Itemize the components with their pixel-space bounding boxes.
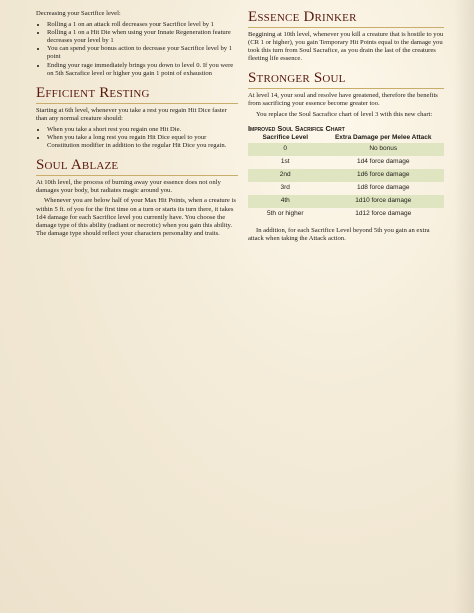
- table-cell: 1d6 force damage: [322, 169, 444, 182]
- list-item: • When you take a short rest you regain one Hit Die.: [47, 126, 238, 134]
- table-row: [248, 182, 444, 195]
- table-cell: 1st: [280, 158, 290, 166]
- table-cell: 1d8 force damage: [357, 184, 410, 192]
- list-item: • Ending your rage immediately brings you down to level 0. If you were on 5th Sacrafice level or higher you gain 1 point of exhaustion: [47, 62, 238, 78]
- table-header-row: [248, 134, 444, 144]
- intro-text: Decreasing your Sacrifice level:: [36, 10, 121, 17]
- efficient-resting-heading: Efficient Resting: [36, 86, 238, 104]
- stronger-soul-text-2: You replace the Soul Sacrafice chart of level 3 with this new chart:: [256, 110, 433, 118]
- essence-drinker-text: Beggining at 10th level, whenever you kill a creature that is hostile to you (CR 1 or higher), you gain Temporary Hit Points equal to the damage you took this turn from Soul Sacrafice, as you drain the last of the creatures fleeting life essence.: [248, 31, 444, 63]
- table-row: [248, 143, 444, 156]
- page-edge-shadow: [454, 0, 474, 613]
- efficient-resting-list: [36, 126, 238, 150]
- column-header: Sacrifice Level: [262, 134, 308, 142]
- soul-ablaze-text-1: At 10th level, the process of burning away your essence does not only damages your body, but radiates magic around you.: [36, 179, 221, 195]
- table-row: [248, 169, 444, 182]
- table-row: [248, 208, 444, 221]
- table-cell: 4th: [248, 195, 322, 208]
- improved-sacrifice-table: [248, 134, 444, 221]
- stronger-soul-text-3: In addition, for each Sacrifice Level beyond 5th you gain an extra attack when taking the Attack action.: [248, 226, 430, 242]
- table-cell: 1d4 force damage: [357, 158, 410, 166]
- table-row: [248, 156, 444, 169]
- efficient-resting-text: Starting at 6th level, whenever you take a rest you regain Hit Dice faster than any normal creature should:: [36, 106, 227, 122]
- table-cell: 0: [248, 143, 322, 156]
- left-column: [36, 10, 238, 240]
- table-row: [248, 195, 444, 208]
- table-cell: 1d12 force damage: [355, 209, 412, 217]
- list-item: • You can spend your bonus action to decrease your Sacrifice level by 1 point: [47, 45, 238, 61]
- stronger-soul-text-1: At level 14, your soul and resolve have greatened, therefore the benefits from sacrificing your essence become greater too.: [248, 92, 438, 108]
- table-cell: 3rd: [280, 184, 290, 192]
- soul-ablaze-text-2: Whenever you are below half of your Max Hit Points, when a creature is within 5 ft. of you for the first time on a turn or starts its turn there, it takes 1d4 damage for each Sacrifice level you currently have. You choose the damage type of this ability (radiant or necrotic) when you gain this ability. The damage type should reflect your characters personality and traits.: [36, 197, 236, 237]
- right-column: [248, 10, 444, 245]
- list-item: • Rolling a 1 on a Hit Die when using your Innate Regeneration feature decreases your level by 1: [47, 29, 238, 45]
- soul-ablaze-heading: Soul Ablaze: [36, 158, 238, 176]
- table-cell: 5th or higher: [266, 209, 304, 217]
- table-cell: 2nd: [248, 169, 322, 182]
- essence-drinker-heading: Essence Drinker: [248, 10, 444, 28]
- sacrifice-decrease-list: [36, 21, 238, 78]
- list-item: • When you take a long rest you regain Hit Dice equel to your Constitution modifier in addition to the regular Hit Dice you regain.: [47, 134, 238, 150]
- table-cell: 1d10 force damage: [322, 195, 444, 208]
- chart-title: Improved Soul Sacrifice Chart: [248, 123, 345, 133]
- stronger-soul-heading: Stronger Soul: [248, 71, 444, 89]
- table-cell: No bonus: [322, 143, 444, 156]
- list-item: • Rolling a 1 on an attack roll decreases your Sacrifice level by 1: [47, 21, 238, 29]
- column-header: Extra Damage per Melee Attack: [334, 134, 432, 142]
